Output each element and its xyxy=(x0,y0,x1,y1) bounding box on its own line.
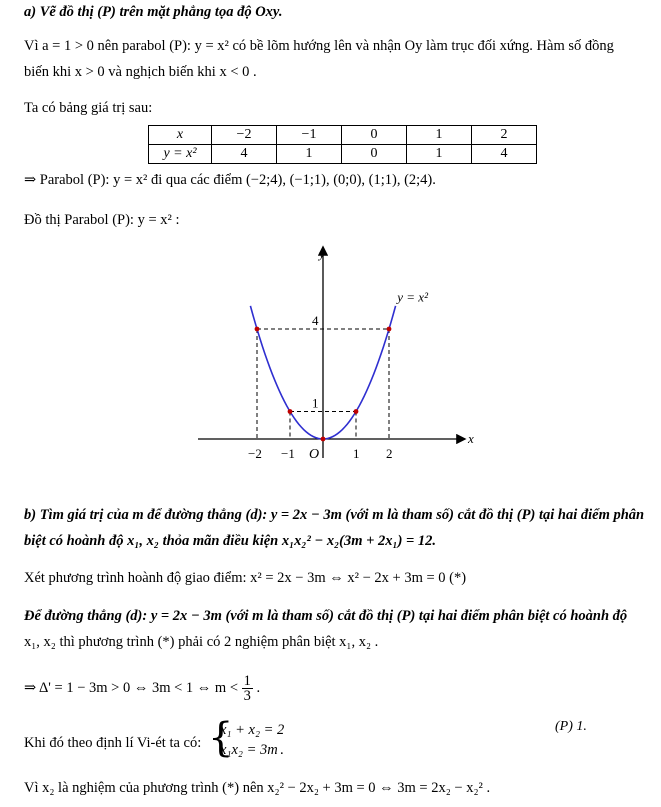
fraction-one-third xyxy=(242,674,253,703)
x-tick-label: −2 xyxy=(248,446,262,461)
table-cell: 1 xyxy=(407,126,472,145)
x-tick-label: 1 xyxy=(353,446,360,461)
table-cell: 2 xyxy=(472,126,537,145)
vieta-product: x₁x₂ = 3m xyxy=(220,742,278,758)
data-point xyxy=(387,327,392,332)
fraction-numerator: 1 xyxy=(243,673,251,689)
table-cell: 1 xyxy=(277,145,342,164)
table-cell: x xyxy=(149,126,212,145)
delta-text: ⇒ Δ' = 1 − 3m > 0 ⇔ 3m < 1 ⇔ m < xyxy=(24,679,239,696)
y-axis-label: y xyxy=(319,246,325,261)
x-axis-label: x xyxy=(468,431,474,446)
origin-label: O xyxy=(309,447,320,462)
x-tick-label: −1 xyxy=(281,446,295,461)
vieta-sum: x₁ + x₂ = 2 xyxy=(220,722,285,738)
vieta-end: . xyxy=(280,742,284,758)
table-row-y xyxy=(149,145,537,164)
delta-end: . xyxy=(256,679,261,696)
parabol-property-line-2: biến khi x > 0 và nghịch biến khi x < 0 . xyxy=(24,64,257,80)
table-cell: y = x² xyxy=(149,145,212,164)
table-cell: 4 xyxy=(472,145,537,164)
data-point xyxy=(321,437,326,442)
table-intro: Ta có bảng giá trị sau: xyxy=(24,100,153,116)
part-a-heading: a) Vẽ đồ thị (P) trên mặt phẳng tọa độ Oxy. xyxy=(24,4,283,20)
table-row-x xyxy=(149,126,537,145)
part-b-heading-line-1: b) Tìm giá trị của m để đường thẳng (d): y = 2x − 3m (với m là tham số) cắt đồ thị (P) tại hai điểm phân xyxy=(24,507,645,523)
parabola-graph xyxy=(190,238,480,470)
graph-caption: Đồ thị Parabol (P): y = x² : xyxy=(24,212,180,228)
table-cell: 1 xyxy=(407,145,472,164)
brace-icon: { xyxy=(208,715,234,761)
parabol-property-line-1: Vì a = 1 > 0 nên parabol (P): y = x² có bề lõm hướng lên và nhận Oy làm trục đối xứng. Hàm số đồng xyxy=(24,38,614,54)
points-line: ⇒ Parabol (P): y = x² đi qua các điểm (−2;4), (−1;1), (0;0), (1;1), (2;4). xyxy=(24,172,436,188)
table-cell: −2 xyxy=(212,126,277,145)
fraction-denominator: 3 xyxy=(243,688,251,704)
table-cell: 4 xyxy=(212,145,277,164)
data-point xyxy=(255,327,260,332)
side-note: (P) 1. xyxy=(555,719,587,734)
vieta-intro: Khi đó theo định lí Vi-ét ta có: xyxy=(24,735,202,751)
delta-line xyxy=(24,674,260,703)
data-point xyxy=(288,409,293,414)
table-cell: 0 xyxy=(342,145,407,164)
table-cell: 0 xyxy=(342,126,407,145)
data-point xyxy=(354,409,359,414)
y-tick-label: 1 xyxy=(312,395,319,411)
part-b-heading-line-2: biệt có hoành độ x₁, x₂ thỏa mãn điều kiện x₁x₂² − x₂(3m + 2x₁) = 12. xyxy=(24,533,437,549)
y-tick-label: 4 xyxy=(312,313,319,328)
curve-label: y = x² xyxy=(397,289,428,305)
value-table xyxy=(148,125,537,164)
table-cell: −1 xyxy=(277,126,342,145)
last-line: Vì x₂ là nghiệm của phương trình (*) nên x₂² − 2x₂ + 3m = 0 ⇔ 3m = 2x₂ − x₂² . xyxy=(24,780,491,796)
x-tick-label: 2 xyxy=(386,446,393,461)
intersection-equation: Xét phương trình hoành độ giao điểm: x² = 2x − 3m ⇔ x² − 2x + 3m = 0 (*) xyxy=(24,570,467,586)
condition-line-2: x₁, x₂ thì phương trình (*) phải có 2 nghiệm phân biệt x₁, x₂ . xyxy=(24,634,379,650)
condition-line-1: Để đường thẳng (d): y = 2x − 3m (với m là tham số) cắt đồ thị (P) tại hai điểm phân biệt có hoành độ xyxy=(24,608,628,624)
